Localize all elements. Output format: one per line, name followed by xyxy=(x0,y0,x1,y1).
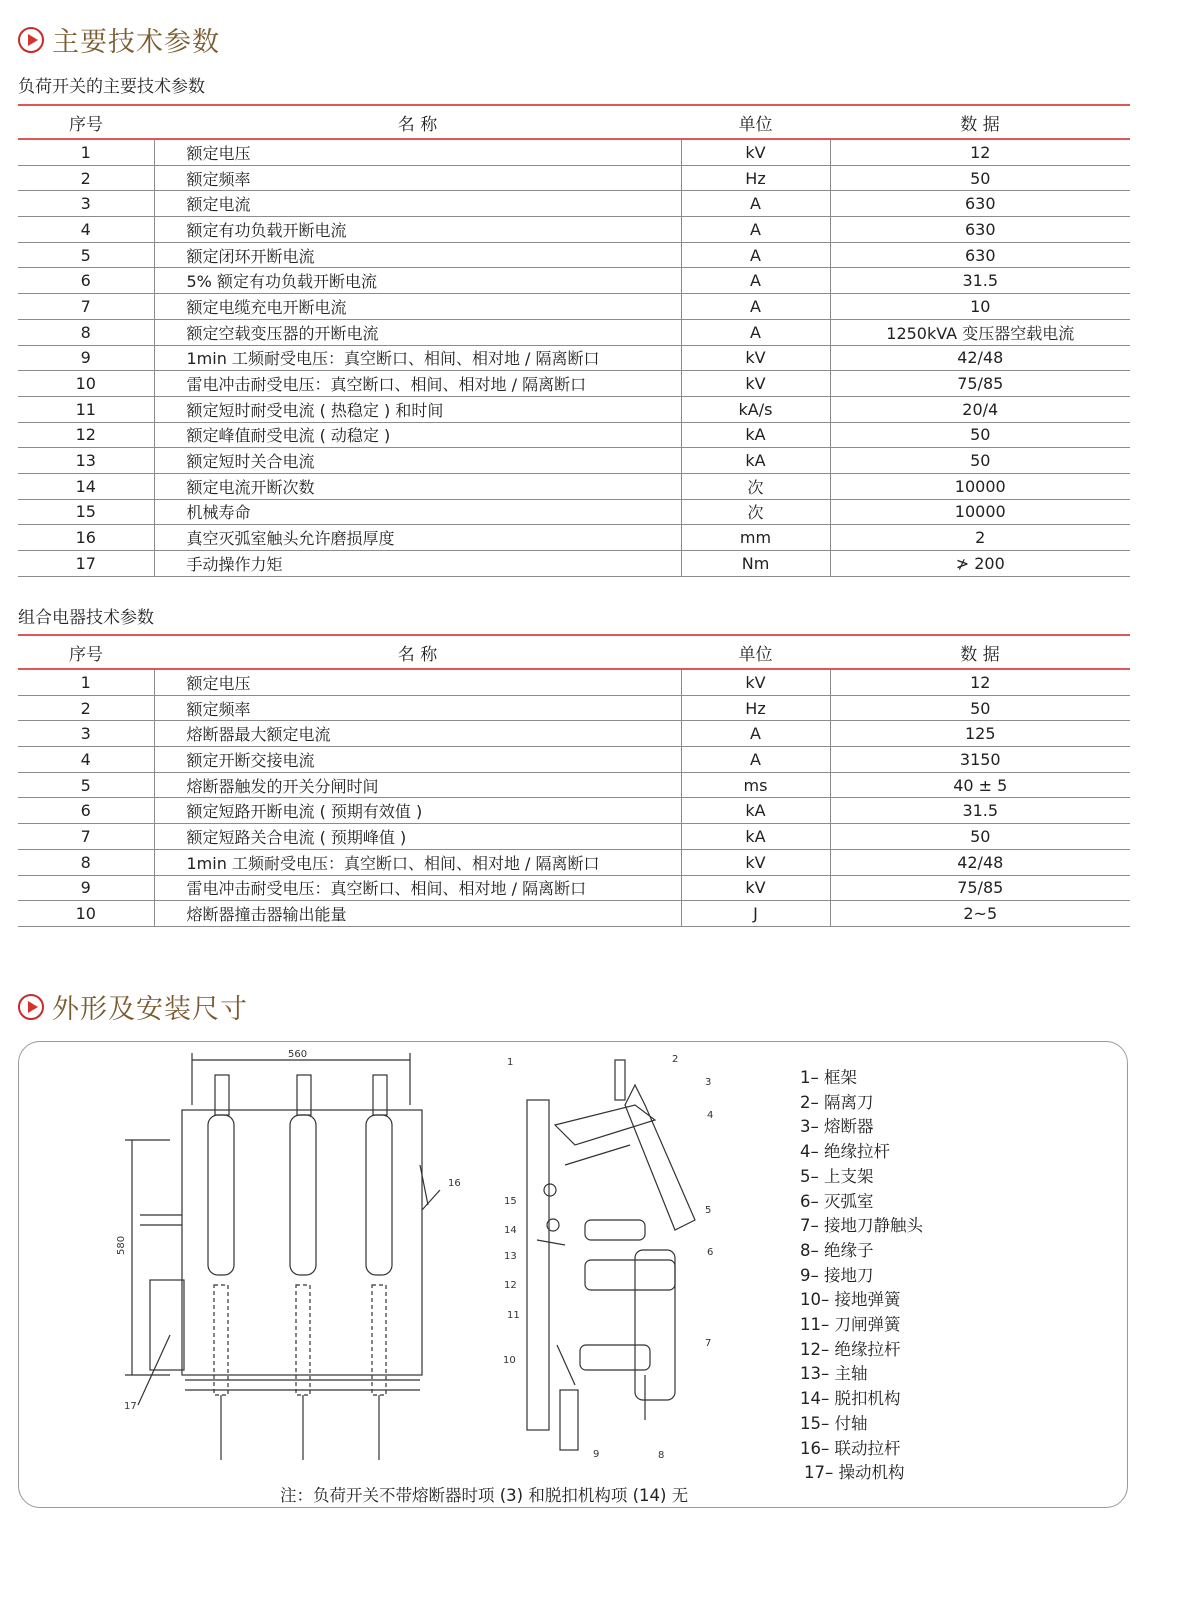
cell-unit: A xyxy=(681,319,830,345)
cell-value: 12 xyxy=(830,669,1130,695)
cell-name: 1min 工频耐受电压：真空断口、相间、相对地 / 隔离断口 xyxy=(154,849,681,875)
cell-unit: kV xyxy=(681,345,830,371)
side-callout-6: 6 xyxy=(707,1247,714,1258)
cell-no: 6 xyxy=(18,798,154,824)
cell-unit: A xyxy=(681,268,830,294)
side-callout-10: 10 xyxy=(503,1355,516,1366)
legend-item: 3– 熔断器 xyxy=(800,1117,874,1137)
cell-name: 真空灭弧室触头允许磨损厚度 xyxy=(154,525,681,551)
side-callout-2: 2 xyxy=(672,1054,679,1065)
cell-no: 5 xyxy=(18,242,154,268)
table-row xyxy=(18,473,1130,499)
legend-item: 17– 操动机构 xyxy=(804,1463,905,1483)
legend-item: 12– 绝缘拉杆 xyxy=(800,1339,901,1359)
table-row xyxy=(18,721,1130,747)
cell-name: 机械寿命 xyxy=(154,499,681,525)
table-row xyxy=(18,217,1130,243)
cell-no: 14 xyxy=(18,473,154,499)
section-title: 外形及安装尺寸 xyxy=(52,994,248,1025)
cell-name: 额定频率 xyxy=(154,695,681,721)
cell-value: 75/85 xyxy=(830,875,1130,901)
cell-no: 13 xyxy=(18,448,154,474)
table-row xyxy=(18,422,1130,448)
cell-value: 630 xyxy=(830,217,1130,243)
cell-no: 9 xyxy=(18,345,154,371)
section-title: 主要技术参数 xyxy=(52,27,220,58)
cell-unit: kV xyxy=(681,849,830,875)
table-row xyxy=(18,499,1130,525)
cell-unit: A xyxy=(681,747,830,773)
cell-name: 额定短时关合电流 xyxy=(154,448,681,474)
cell-name: 熔断器撞击器输出能量 xyxy=(154,901,681,927)
table1-caption: 负荷开关的主要技术参数 xyxy=(18,77,205,97)
cell-no: 7 xyxy=(18,824,154,850)
side-callout-9: 9 xyxy=(593,1449,600,1460)
cell-no: 7 xyxy=(18,294,154,320)
cell-name: 额定电压 xyxy=(154,139,681,165)
cell-unit: 次 xyxy=(681,499,830,525)
table-row xyxy=(18,551,1130,577)
table-row xyxy=(18,695,1130,721)
table-row xyxy=(18,901,1130,927)
dim-width-label: 560 xyxy=(288,1049,308,1060)
cell-value: 50 xyxy=(830,448,1130,474)
cell-unit: kV xyxy=(681,875,830,901)
header-name: 名 称 xyxy=(154,635,681,669)
table-row xyxy=(18,165,1130,191)
table-row xyxy=(18,747,1130,773)
table-row xyxy=(18,448,1130,474)
cell-no: 3 xyxy=(18,191,154,217)
cell-name: 熔断器最大额定电流 xyxy=(154,721,681,747)
table-row xyxy=(18,875,1130,901)
cell-name: 额定短路关合电流 ( 预期峰值 ) xyxy=(154,824,681,850)
cell-no: 8 xyxy=(18,849,154,875)
cell-name: 额定电流开断次数 xyxy=(154,473,681,499)
cell-unit: A xyxy=(681,294,830,320)
cell-unit: kA/s xyxy=(681,396,830,422)
cell-name: 额定空载变压器的开断电流 xyxy=(154,319,681,345)
cell-no: 2 xyxy=(18,165,154,191)
cell-value: 42/48 xyxy=(830,345,1130,371)
cell-value: 50 xyxy=(830,165,1130,191)
legend-item: 15– 付轴 xyxy=(800,1413,868,1433)
cell-value: 10 xyxy=(830,294,1130,320)
cell-value: 20/4 xyxy=(830,396,1130,422)
cell-unit: kA xyxy=(681,798,830,824)
table-header-row xyxy=(18,105,1130,139)
cell-no: 17 xyxy=(18,551,154,577)
table-row xyxy=(18,798,1130,824)
legend-item: 10– 接地弹簧 xyxy=(800,1290,901,1310)
cell-value: 31.5 xyxy=(830,268,1130,294)
side-callout-4: 4 xyxy=(707,1110,714,1121)
cell-name: 额定短时耐受电流 ( 热稳定 ) 和时间 xyxy=(154,396,681,422)
cell-name: 额定短路开断电流 ( 预期有效值 ) xyxy=(154,798,681,824)
legend-item: 16– 联动拉杆 xyxy=(800,1438,901,1458)
cell-value: 50 xyxy=(830,824,1130,850)
cell-no: 2 xyxy=(18,695,154,721)
cell-value: ≯ 200 xyxy=(830,551,1130,577)
cell-no: 15 xyxy=(18,499,154,525)
table-header-row xyxy=(18,635,1130,669)
cell-name: 额定峰值耐受电流 ( 动稳定 ) xyxy=(154,422,681,448)
cell-unit: A xyxy=(681,191,830,217)
cell-name: 额定开断交接电流 xyxy=(154,747,681,773)
cell-name: 额定有功负载开断电流 xyxy=(154,217,681,243)
cell-name: 5% 额定有功负载开断电流 xyxy=(154,268,681,294)
cell-unit: mm xyxy=(681,525,830,551)
cell-unit: A xyxy=(681,242,830,268)
side-callout-1: 1 xyxy=(507,1057,514,1068)
cell-value: 125 xyxy=(830,721,1130,747)
legend-item: 11– 刀闸弹簧 xyxy=(800,1315,901,1335)
cell-no: 10 xyxy=(18,901,154,927)
cell-value: 10000 xyxy=(830,499,1130,525)
table-row xyxy=(18,772,1130,798)
cell-no: 10 xyxy=(18,371,154,397)
side-callout-3: 3 xyxy=(705,1077,712,1088)
cell-name: 1min 工频耐受电压：真空断口、相间、相对地 / 隔离断口 xyxy=(154,345,681,371)
cell-unit: ms xyxy=(681,772,830,798)
cell-value: 31.5 xyxy=(830,798,1130,824)
legend-item: 4– 绝缘拉杆 xyxy=(800,1142,890,1162)
header-unit: 单位 xyxy=(681,635,830,669)
cell-name: 额定频率 xyxy=(154,165,681,191)
section-header-parameters xyxy=(18,20,220,59)
cell-no: 4 xyxy=(18,747,154,773)
cell-unit: kV xyxy=(681,371,830,397)
table-row xyxy=(18,345,1130,371)
table-row xyxy=(18,268,1130,294)
legend-item: 14– 脱扣机构 xyxy=(800,1389,901,1409)
front-view-drawing xyxy=(110,1045,470,1465)
cell-no: 11 xyxy=(18,396,154,422)
legend-item: 8– 绝缘子 xyxy=(800,1240,874,1260)
header-value: 数 据 xyxy=(830,105,1130,139)
header-no: 序号 xyxy=(18,105,154,139)
cell-no: 8 xyxy=(18,319,154,345)
cell-name: 额定电缆充电开断电流 xyxy=(154,294,681,320)
side-callout-7: 7 xyxy=(705,1338,712,1349)
play-bullet-icon xyxy=(18,27,44,53)
table-row xyxy=(18,371,1130,397)
cell-no: 3 xyxy=(18,721,154,747)
cell-name: 额定电压 xyxy=(154,669,681,695)
cell-value: 42/48 xyxy=(830,849,1130,875)
legend-item: 2– 隔离刀 xyxy=(800,1092,874,1112)
diagram-note: 注：负荷开关不带熔断器时项 (3) 和脱扣机构项 (14) 无 xyxy=(280,1486,689,1505)
cell-value: 1250kVA 变压器空载电流 xyxy=(830,319,1130,345)
table-row xyxy=(18,294,1130,320)
cell-unit: J xyxy=(681,901,830,927)
side-callout-14: 14 xyxy=(504,1225,517,1236)
parts-legend xyxy=(800,1066,923,1486)
table-row xyxy=(18,242,1130,268)
cell-value: 2~5 xyxy=(830,901,1130,927)
cell-value: 40 ± 5 xyxy=(830,772,1130,798)
table-row xyxy=(18,319,1130,345)
cell-name: 雷电冲击耐受电压：真空断口、相间、相对地 / 隔离断口 xyxy=(154,875,681,901)
legend-item: 9– 接地刀 xyxy=(800,1265,874,1285)
table-row xyxy=(18,191,1130,217)
cell-unit: A xyxy=(681,721,830,747)
cell-value: 50 xyxy=(830,422,1130,448)
cell-no: 12 xyxy=(18,422,154,448)
cell-no: 16 xyxy=(18,525,154,551)
header-value: 数 据 xyxy=(830,635,1130,669)
cell-name: 雷电冲击耐受电压：真空断口、相间、相对地 / 隔离断口 xyxy=(154,371,681,397)
cell-value: 630 xyxy=(830,242,1130,268)
table-row xyxy=(18,824,1130,850)
section-header-dimensions xyxy=(18,987,248,1026)
cell-value: 630 xyxy=(830,191,1130,217)
header-name: 名 称 xyxy=(154,105,681,139)
cell-unit: kA xyxy=(681,422,830,448)
legend-item: 6– 灭弧室 xyxy=(800,1191,874,1211)
side-callout-11: 11 xyxy=(507,1310,520,1321)
table2-caption: 组合电器技术参数 xyxy=(18,608,154,628)
table-row xyxy=(18,525,1130,551)
cell-unit: Hz xyxy=(681,695,830,721)
front-callout-16: 16 xyxy=(448,1178,461,1189)
table-row xyxy=(18,396,1130,422)
cell-no: 4 xyxy=(18,217,154,243)
cell-unit: A xyxy=(681,217,830,243)
cell-no: 5 xyxy=(18,772,154,798)
cell-no: 6 xyxy=(18,268,154,294)
cell-unit: kV xyxy=(681,139,830,165)
cell-value: 10000 xyxy=(830,473,1130,499)
legend-item: 13– 主轴 xyxy=(800,1364,868,1384)
cell-unit: kA xyxy=(681,824,830,850)
cell-value: 12 xyxy=(830,139,1130,165)
play-bullet-icon xyxy=(18,994,44,1020)
side-callout-13: 13 xyxy=(504,1251,517,1262)
header-no: 序号 xyxy=(18,635,154,669)
cell-unit: 次 xyxy=(681,473,830,499)
side-view-drawing xyxy=(495,1045,735,1465)
cell-unit: kV xyxy=(681,669,830,695)
cell-unit: Nm xyxy=(681,551,830,577)
cell-unit: Hz xyxy=(681,165,830,191)
cell-no: 1 xyxy=(18,139,154,165)
dim-height-label: 580 xyxy=(116,1235,127,1255)
header-unit: 单位 xyxy=(681,105,830,139)
table-row xyxy=(18,849,1130,875)
cell-name: 熔断器触发的开关分闸时间 xyxy=(154,772,681,798)
cell-name: 额定电流 xyxy=(154,191,681,217)
legend-item: 7– 接地刀静触头 xyxy=(800,1216,923,1236)
load-switch-parameters-table xyxy=(18,104,1130,577)
table-row xyxy=(18,139,1130,165)
cell-value: 50 xyxy=(830,695,1130,721)
cell-no: 9 xyxy=(18,875,154,901)
legend-item: 1– 框架 xyxy=(800,1068,857,1087)
side-callout-8: 8 xyxy=(658,1450,665,1461)
cell-value: 2 xyxy=(830,525,1130,551)
cell-name: 额定闭环开断电流 xyxy=(154,242,681,268)
cell-unit: kA xyxy=(681,448,830,474)
combined-apparatus-parameters-table xyxy=(18,634,1130,927)
front-callout-17: 17 xyxy=(124,1401,137,1412)
cell-no: 1 xyxy=(18,669,154,695)
legend-item: 5– 上支架 xyxy=(800,1166,874,1186)
cell-value: 3150 xyxy=(830,747,1130,773)
cell-name: 手动操作力矩 xyxy=(154,551,681,577)
table-row xyxy=(18,669,1130,695)
side-callout-15: 15 xyxy=(504,1196,517,1207)
cell-value: 75/85 xyxy=(830,371,1130,397)
side-callout-5: 5 xyxy=(705,1205,712,1216)
side-callout-12: 12 xyxy=(504,1280,517,1291)
